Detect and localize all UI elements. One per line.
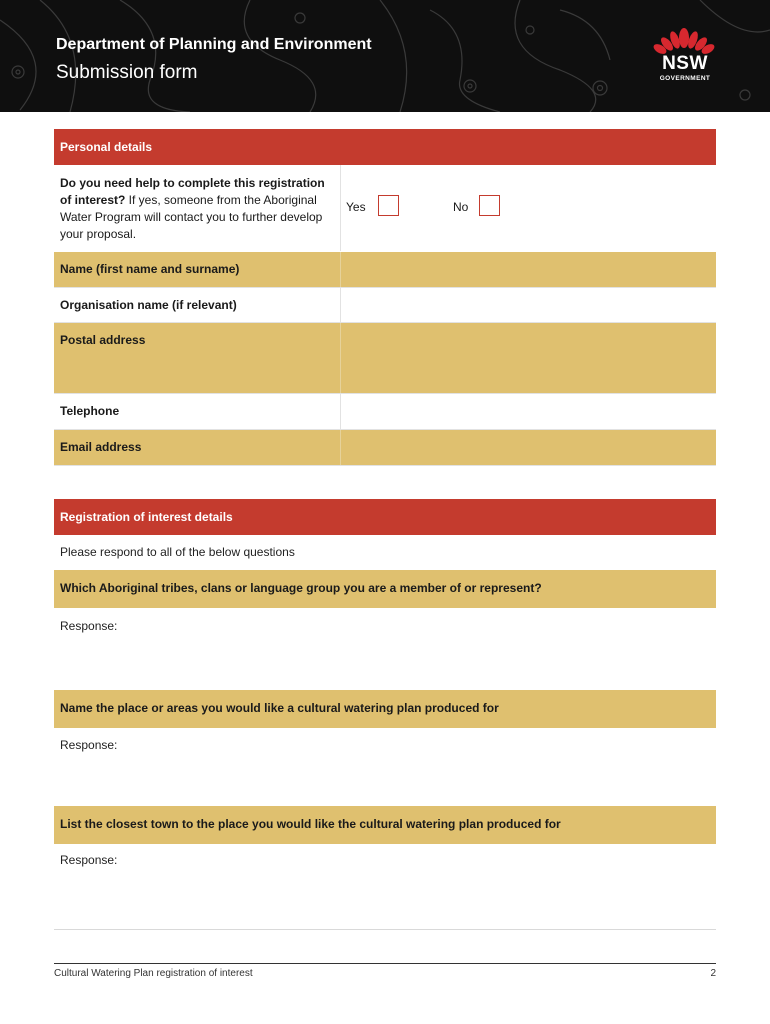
yes-checkbox[interactable] xyxy=(378,195,399,216)
organisation-input[interactable] xyxy=(340,288,716,322)
response-label-3[interactable]: Response: xyxy=(60,853,118,867)
department-title: Department of Planning and Environment xyxy=(56,36,372,53)
field-label: Name (first name and surname) xyxy=(60,262,240,276)
field-label: Email address xyxy=(60,440,142,454)
instruction-text: Please respond to all of the below questions xyxy=(60,545,295,559)
question-2: Name the place or areas you would like a cultural watering plan produced for xyxy=(54,690,716,728)
page-header xyxy=(0,0,770,112)
field-label: Organisation name (if relevant) xyxy=(60,298,237,312)
section-heading-personal: Personal details xyxy=(54,129,716,165)
response-divider xyxy=(54,929,716,930)
footer-rule xyxy=(54,963,716,964)
field-label: Postal address xyxy=(60,333,146,347)
field-row-telephone xyxy=(54,394,716,430)
postal-address-input[interactable] xyxy=(340,323,716,393)
question-3: List the closest town to the place you would like the cultural watering plan produced for xyxy=(54,806,716,844)
help-question-text: If yes, someone from the Aboriginal Water Program will contact you to further develop your proposal. xyxy=(60,193,323,241)
form-subtitle: Submission form xyxy=(56,62,198,83)
field-row-postal-address xyxy=(54,323,716,394)
no-checkbox[interactable] xyxy=(479,195,500,216)
help-options xyxy=(340,165,716,251)
logo-wordmark: NSW xyxy=(662,53,708,74)
page-number: 2 xyxy=(710,968,716,979)
response-label-1[interactable]: Response: xyxy=(60,619,118,633)
field-row-email xyxy=(54,430,716,466)
field-row-organisation xyxy=(54,288,716,323)
question-1: Which Aboriginal tribes, clans or language group you are a member of or represent? xyxy=(54,570,716,608)
telephone-input[interactable] xyxy=(340,394,716,429)
no-label: No xyxy=(453,200,469,214)
response-label-2[interactable]: Response: xyxy=(60,738,118,752)
yes-label: Yes xyxy=(346,200,366,214)
section-heading-registration: Registration of interest details xyxy=(54,499,716,535)
help-question-bold: Do you need help to complete this registration of interest? xyxy=(60,176,325,207)
field-row-name xyxy=(54,252,716,288)
name-input[interactable] xyxy=(340,252,716,287)
field-label: Telephone xyxy=(60,404,120,418)
help-question xyxy=(54,165,340,251)
footer-title: Cultural Watering Plan registration of interest xyxy=(54,968,253,979)
email-input[interactable] xyxy=(340,430,716,465)
logo-subtext: GOVERNMENT xyxy=(659,75,711,82)
